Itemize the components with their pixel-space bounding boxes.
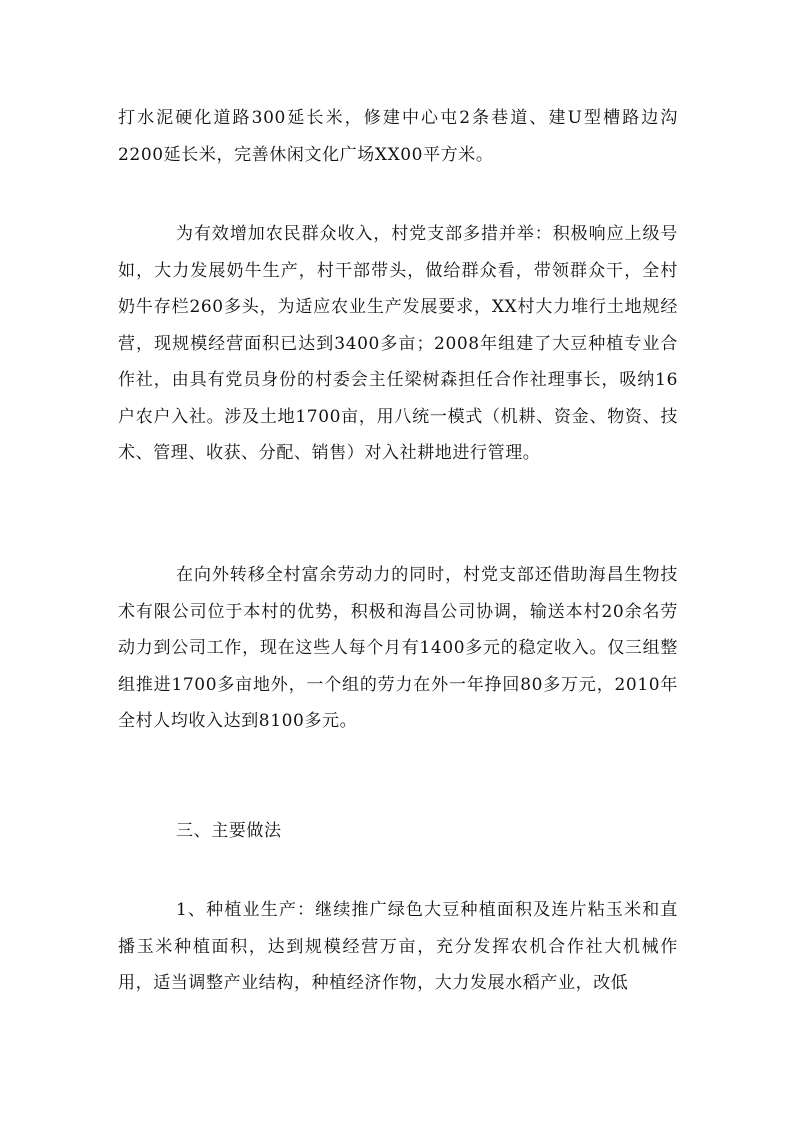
paragraph-infrastructure: 打水泥硬化道路300延长米，修建中心屯2条巷道、建U型槽路边沟2200延长米，完善休闲文化广场XX00平方米。 — [118, 108, 678, 165]
paragraph-planting-production: 1、种植业生产：继续推广绿色大豆种植面积及连片粘玉米和直播玉米种植面积，达到规模经营万亩，充分发挥农机合作社大机械作用，适当调整产业结构，种植经济作物，大力发展水稻产业，改低 — [118, 900, 678, 993]
paragraph-labor-transfer: 在向外转移全村富余劳动力的同时，村党支部还借助海昌生物技术有限公司位于本村的优势，积极和海昌公司协调，输送本村20余名劳动力到公司工作，现在这些人每个月有1400多元的稳定收入。仅三组整组推进1700多亩地外，一个组的劳力在外一年挣回80多万元，2010年全村人均收入达到8100多元。 — [118, 565, 678, 731]
section-heading-main-practices: 三、主要做法 — [176, 821, 282, 841]
paragraph-income-measures: 为有效增加农民群众收入，村党支部多措并举：积极响应上级号如，大力发展奶牛生产，村干部带头，做给群众看，带领群众干，全村奶牛存栏260多头，为适应农业生产发展要求，XX村大力堆行土地规经营，现规模经营面积已达到3400多亩；2008年组建了大豆种植专业合作社，由具有党员身份的村委会主任梁树森担任合作社理事长，吸纳16户农户入社。涉及土地1700亩，用八统一模式（机耕、资金、物资、技术、管理、收获、分配、销售）对入社耕地进行管理。 — [118, 224, 678, 463]
